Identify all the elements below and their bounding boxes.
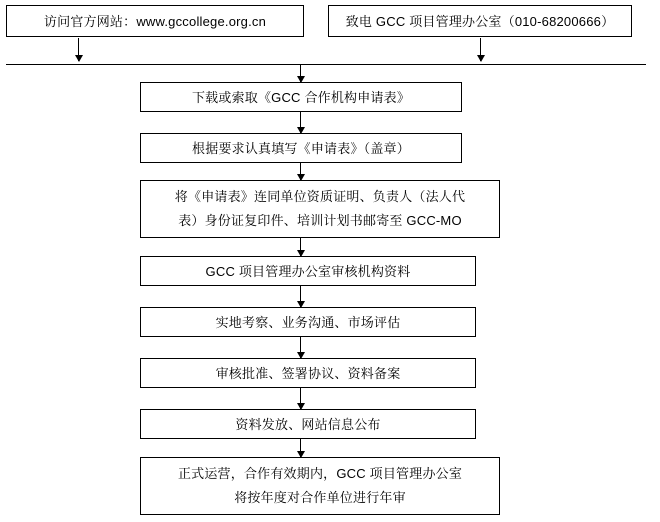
connector-arrow-step1-step2 (300, 112, 301, 133)
connector-horizontal-join (6, 64, 646, 65)
connector-arrow-step7-step8 (300, 439, 301, 457)
flow-node-step-2 (140, 133, 462, 163)
flow-node-label: GCC 项目管理办公室审核机构资料 (205, 263, 411, 279)
connector-arrow-website-down (78, 38, 79, 61)
flow-node-label: 实地考察、业务沟通、市场评估 (215, 314, 401, 330)
flow-node-label: 根据要求认真填写《申请表》（盖章） (192, 140, 410, 156)
flow-node-label: 审核批准、签署协议、资料备案 (215, 365, 401, 381)
connector-arrow-step2-step3 (300, 163, 301, 180)
flow-node-step-7 (140, 409, 476, 439)
connector-arrow-join-to-step1 (300, 64, 301, 82)
flow-node-step-4 (140, 256, 476, 286)
flow-node-step-5 (140, 307, 476, 337)
flow-node-label: 下载或索取《GCC 合作机构申请表》 (191, 89, 411, 105)
flow-node-label (147, 462, 493, 510)
connector-arrow-step5-step6 (300, 337, 301, 358)
flow-node-step-8 (140, 457, 500, 515)
flow-node-step-3 (140, 180, 500, 238)
flow-node-entry-phone (328, 5, 632, 37)
flow-node-label-line1: 将《申请表》连同单位资质证明、负责人（法人代 (174, 189, 466, 204)
flow-node-entry-website (6, 5, 304, 37)
connector-arrow-step3-step4 (300, 238, 301, 256)
connector-arrow-step6-step7 (300, 388, 301, 409)
connector-arrow-phone-down (480, 38, 481, 61)
flow-node-label (147, 185, 493, 233)
flow-node-step-6 (140, 358, 476, 388)
flow-node-label: 致电 GCC 项目管理办公室（010-68200666） (345, 13, 615, 29)
flow-node-label-line2: 表）身份证复印件、培训计划书邮寄至 GCC-MO (178, 213, 462, 228)
connector-arrow-step4-step5 (300, 286, 301, 307)
flow-node-label-line2: 将按年度对合作单位进行年审 (234, 490, 406, 505)
flow-node-label: 资料发放、网站信息公布 (235, 416, 381, 432)
flow-node-label: 访问官方网站：www.gccollege.org.cn (43, 13, 267, 29)
flow-node-label-line1: 正式运营，合作有效期内，GCC 项目管理办公室 (177, 466, 463, 481)
flow-node-step-1 (140, 82, 462, 112)
